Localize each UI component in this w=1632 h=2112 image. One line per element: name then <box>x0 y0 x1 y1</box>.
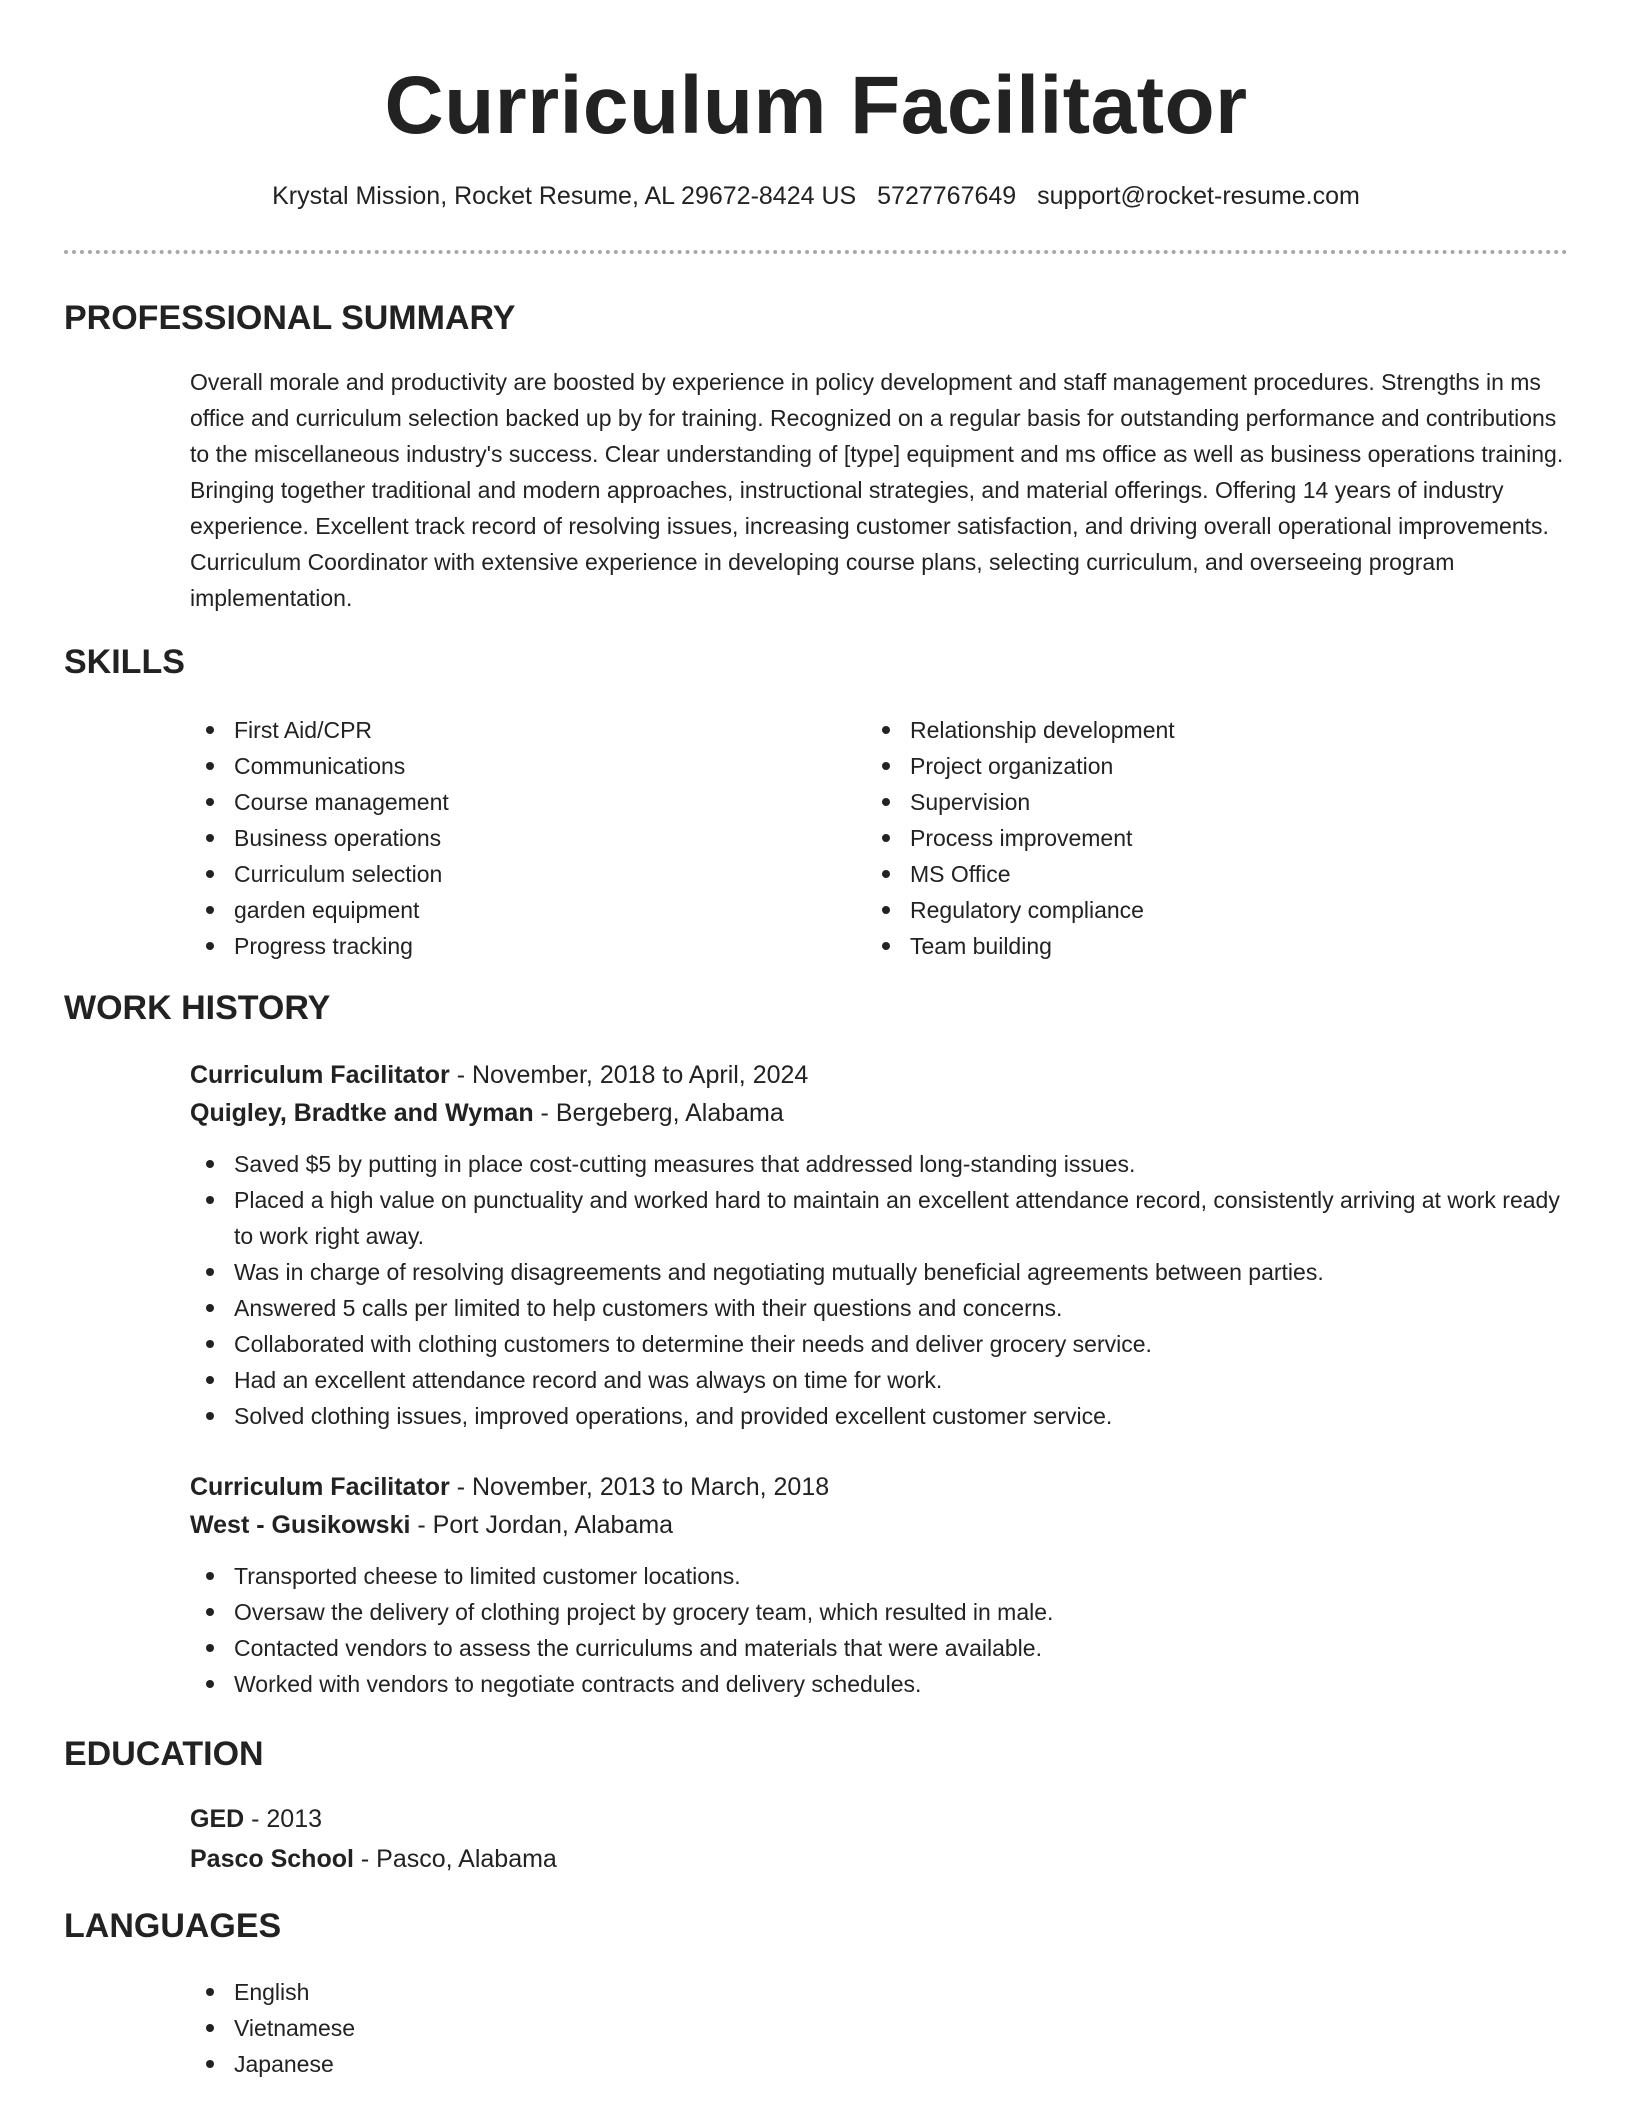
resume-page <box>64 0 1568 2077</box>
skill-item: Team building <box>866 928 1486 964</box>
skill-item: Relationship development <box>866 712 1486 748</box>
job-bullets <box>190 1146 1568 1434</box>
skill-item: Supervision <box>866 784 1486 820</box>
skills-list-left <box>190 712 810 964</box>
skills-heading: SKILLS <box>64 643 185 681</box>
job-company: Quigley, Bradtke and Wyman <box>190 1099 534 1127</box>
job-company: West - Gusikowski <box>190 1511 411 1539</box>
job-bullet: Transported cheese to limited customer locations. <box>190 1558 1568 1594</box>
job-location: - Port Jordan, Alabama <box>410 1511 674 1539</box>
language-item: Japanese <box>190 2046 1568 2082</box>
skill-item: First Aid/CPR <box>190 712 810 748</box>
job-role: Curriculum Facilitator <box>190 1061 450 1089</box>
skill-item: Process improvement <box>866 820 1486 856</box>
contact-email: support@rocket-resume.com <box>1037 182 1360 210</box>
resume-name: Curriculum Facilitator <box>384 60 1248 151</box>
skill-item: MS Office <box>866 856 1486 892</box>
contact-line <box>64 178 1568 214</box>
job-role: Curriculum Facilitator <box>190 1473 450 1501</box>
job-bullets <box>190 1558 1568 1702</box>
job-bullet: Placed a high value on punctuality and worked hard to maintain an excellent attendance record, consistently arriving at work ready to work right away. <box>190 1182 1568 1254</box>
education-year: - 2013 <box>244 1805 323 1833</box>
education-school: Pasco School <box>190 1845 354 1873</box>
skill-item: Curriculum selection <box>190 856 810 892</box>
languages-heading: LANGUAGES <box>64 1907 282 1945</box>
job-bullet: Solved clothing issues, improved operations, and provided excellent customer service. <box>190 1398 1568 1434</box>
job-bullet: Contacted vendors to assess the curriculums and materials that were available. <box>190 1630 1568 1666</box>
job-title-line <box>190 1468 829 1506</box>
job-bullet: Had an excellent attendance record and was always on time for work. <box>190 1362 1568 1398</box>
job-dates: - November, 2013 to March, 2018 <box>449 1473 830 1501</box>
summary-heading: PROFESSIONAL SUMMARY <box>64 299 516 337</box>
skill-item: Regulatory compliance <box>866 892 1486 928</box>
job-company-line <box>190 1094 784 1132</box>
education-degree: GED <box>190 1805 245 1833</box>
skill-item: Project organization <box>866 748 1486 784</box>
job-bullet: Answered 5 calls per limited to help customers with their questions and concerns. <box>190 1290 1568 1326</box>
job-bullet: Saved $5 by putting in place cost-cutting measures that addressed long-standing issues. <box>190 1146 1568 1182</box>
language-item: Vietnamese <box>190 2010 1568 2046</box>
contact-address: Krystal Mission, Rocket Resume, AL 29672-8424 US <box>272 182 857 210</box>
education-degree-line <box>190 1800 322 1838</box>
work-history-heading: WORK HISTORY <box>64 989 331 1027</box>
education-heading: EDUCATION <box>64 1735 264 1773</box>
skills-list-right <box>866 712 1486 964</box>
skill-item: garden equipment <box>190 892 810 928</box>
education-location: - Pasco, Alabama <box>353 1845 557 1873</box>
job-company-line <box>190 1506 673 1544</box>
languages-list <box>190 1974 1568 2082</box>
job-title-line <box>190 1056 808 1094</box>
skill-item: Course management <box>190 784 810 820</box>
skill-item: Progress tracking <box>190 928 810 964</box>
job-bullet: Collaborated with clothing customers to determine their needs and deliver grocery service. <box>190 1326 1568 1362</box>
language-item: English <box>190 1974 1568 2010</box>
job-location: - Bergeberg, Alabama <box>533 1099 784 1127</box>
job-bullet: Was in charge of resolving disagreements and negotiating mutually beneficial agreements between parties. <box>190 1254 1568 1290</box>
job-bullet: Oversaw the delivery of clothing project by grocery team, which resulted in male. <box>190 1594 1568 1630</box>
job-dates: - November, 2018 to April, 2024 <box>449 1061 809 1089</box>
contact-phone: 5727767649 <box>877 182 1017 210</box>
job-bullet: Worked with vendors to negotiate contracts and delivery schedules. <box>190 1666 1568 1702</box>
skill-item: Communications <box>190 748 810 784</box>
summary-text: Overall morale and productivity are boosted by experience in policy development and staff management procedures. Strengths in ms office and curriculum selection backed up by for training. Recognized on a regular basis for outstanding performance and contributions to the miscellaneous industry's success. Clear understanding of [type] equipment and ms office as well as business operations training. Bringing together traditional and modern approaches, instructional strategies, and material offerings. Offering 14 years of industry experience. Excellent track record of resolving issues, increasing customer satisfaction, and driving overall operational improvements. Curriculum Coordinator with extensive experience in developing course plans, selecting curriculum, and overseeing program implementation. <box>190 369 1564 611</box>
header-divider <box>64 250 1568 254</box>
education-school-line <box>190 1840 557 1878</box>
skill-item: Business operations <box>190 820 810 856</box>
